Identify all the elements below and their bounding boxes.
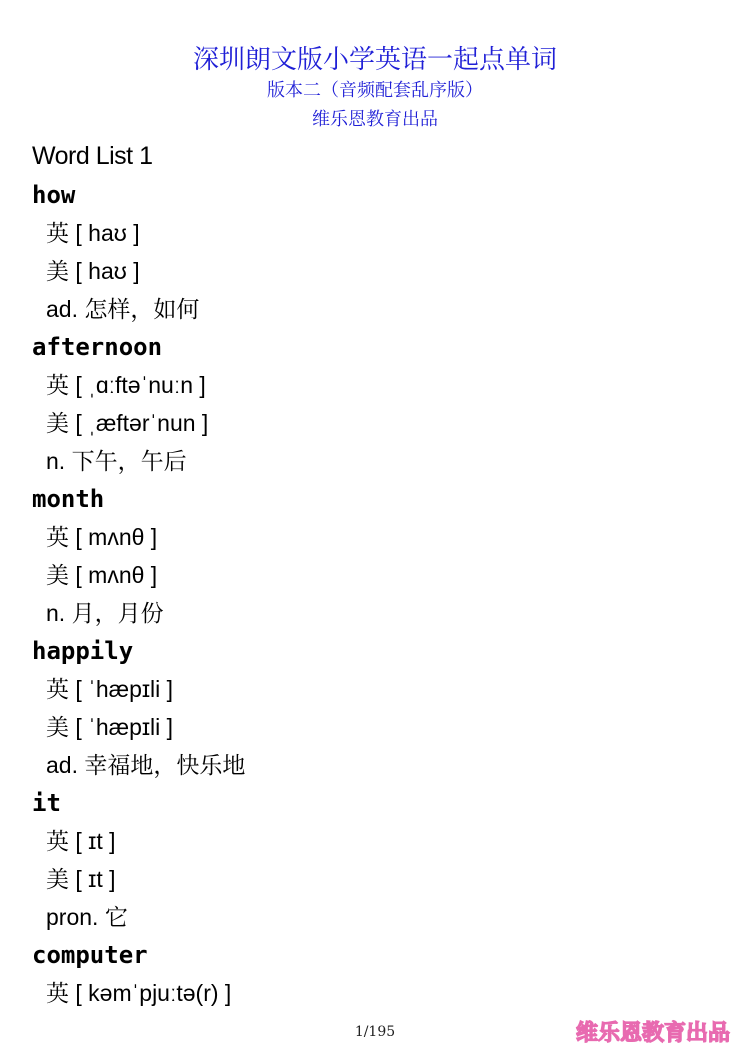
entry-word: afternoon (32, 333, 163, 361)
entry-uk-pronunciation: 英 [ kəmˈpjuːtə(r) ] (46, 980, 232, 1006)
entry-meaning: ad. 幸福地，快乐地 (46, 752, 246, 778)
publisher-line: 维乐恩教育出品 (312, 109, 438, 130)
entry-us-pronunciation: 美 [ ɪt ] (46, 866, 116, 892)
entry-us-pronunciation: 美 [ haʊ ] (46, 258, 140, 284)
entry-us-pronunciation: 美 [ ˈhæpɪli ] (46, 714, 174, 740)
entry-word: computer (32, 941, 148, 969)
entry-word: happily (32, 637, 134, 665)
entry-meaning: pron. 它 (46, 904, 128, 930)
page-number: 1/195 (354, 1024, 396, 1040)
entry-word: month (32, 485, 105, 513)
entry-uk-pronunciation: 英 [ ˈhæpɪli ] (46, 676, 174, 702)
entry-meaning: ad. 怎样，如何 (46, 296, 200, 322)
entry-uk-pronunciation: 英 [ mʌnθ ] (46, 524, 158, 550)
entry-meaning: n. 下午，午后 (46, 448, 187, 474)
word-list-heading: Word List 1 (32, 142, 153, 170)
document-title: 深圳朗文版小学英语一起点单词 (192, 45, 557, 75)
entry-meaning: n. 月，月份 (46, 600, 164, 626)
entry-us-pronunciation: 美 [ mʌnθ ] (46, 562, 158, 588)
watermark-logo: 维乐恩教育出品 (575, 1021, 730, 1046)
entry-uk-pronunciation: 英 [ ɪt ] (46, 828, 116, 854)
entry-word: it (32, 789, 61, 817)
entry-uk-pronunciation: 英 [ haʊ ] (46, 220, 140, 246)
entry-word: how (32, 181, 76, 209)
word-entries (0, 176, 750, 1012)
document-subtitle: 版本二（音频配套乱序版） (267, 80, 483, 101)
entry-uk-pronunciation: 英 [ ˌɑːftəˈnuːn ] (46, 372, 206, 398)
entry-us-pronunciation: 美 [ ˌæftərˈnun ] (46, 410, 209, 436)
